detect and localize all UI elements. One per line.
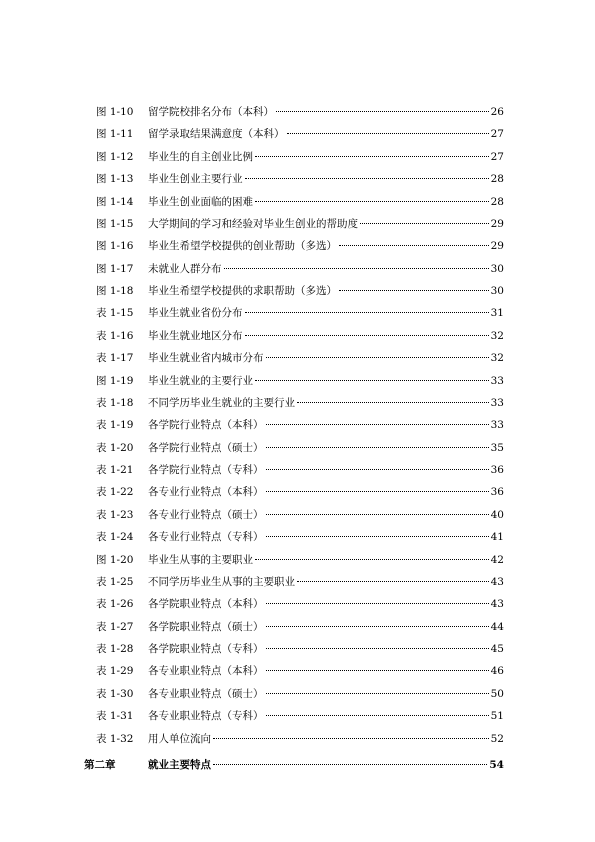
dot-leader (255, 201, 489, 202)
toc-entry[interactable] (0, 258, 595, 280)
toc-entry[interactable] (0, 660, 595, 682)
dot-leader (360, 223, 489, 224)
dot-leader (266, 648, 489, 649)
toc-entry-title: 毕业生从事的主要职业 (148, 553, 253, 566)
toc-entry-label: 表 1-17 (96, 352, 134, 365)
toc-entry-page: 43 (490, 575, 504, 588)
toc-entry-page: 33 (490, 396, 504, 409)
toc-entry[interactable] (0, 705, 595, 727)
toc-entry-title: 毕业生希望学校提供的创业帮助（多选） (148, 240, 337, 253)
toc-entry-page: 28 (490, 173, 504, 186)
dot-leader (213, 764, 487, 765)
toc-entry-page: 36 (490, 486, 504, 499)
toc-entry-page: 45 (490, 643, 504, 655)
toc-entry-title: 用人单位流向 (148, 732, 211, 745)
dot-leader (266, 469, 489, 470)
toc-entry-label: 图 1-19 (96, 374, 134, 387)
toc-entry-page: 33 (490, 374, 504, 387)
toc-entry-page: 27 (490, 150, 504, 163)
toc-entry-label: 表 1-25 (96, 575, 134, 588)
toc-entry-title: 各专业职业特点（专科） (148, 710, 264, 723)
toc-entry-label: 表 1-24 (96, 531, 134, 544)
toc-entry[interactable] (0, 347, 595, 369)
dot-leader (297, 581, 489, 582)
dot-leader (339, 290, 489, 291)
dot-leader (266, 670, 489, 671)
toc-entry-label: 表 1-22 (96, 486, 134, 499)
toc-entry-label: 图 1-14 (96, 195, 134, 208)
dot-leader (266, 536, 489, 537)
toc-entry-label: 表 1-30 (96, 687, 134, 700)
toc-entry[interactable] (0, 571, 595, 593)
toc-entry-title: 各学院职业特点（本科） (148, 598, 264, 611)
dot-leader (245, 335, 489, 336)
toc-entry-page: 46 (490, 665, 504, 678)
dot-leader (213, 738, 489, 739)
toc-entry-title: 各学院职业特点（专科） (148, 643, 264, 655)
toc-entry-page: 32 (490, 352, 504, 365)
toc-entry-label: 图 1-10 (96, 106, 134, 118)
toc-chapter-label: 第二章 (84, 758, 116, 771)
dot-leader (297, 402, 489, 403)
dot-leader (245, 312, 489, 313)
toc-entry[interactable] (0, 593, 595, 615)
toc-entry-title: 不同学历毕业生从事的主要职业 (148, 575, 295, 588)
toc-entry[interactable] (0, 728, 595, 750)
toc-entry-title: 留学院校排名分布（本科） (148, 106, 274, 118)
toc-entry-title: 各学院职业特点（硕士） (148, 620, 264, 633)
toc-entry-label: 表 1-19 (96, 419, 134, 432)
toc-entry-page: 41 (490, 531, 504, 544)
toc-entry-label: 表 1-16 (96, 329, 134, 342)
toc-entry[interactable] (0, 459, 595, 481)
toc-entry[interactable] (0, 370, 595, 392)
toc-chapter-title: 就业主要特点 (148, 758, 211, 771)
toc-entry-title: 各学院行业特点（专科） (148, 464, 264, 476)
toc-entry-page: 26 (490, 106, 504, 118)
toc-entry-title: 各学院行业特点（本科） (148, 419, 264, 432)
toc-entry-title: 毕业生就业地区分布 (148, 329, 243, 342)
dot-leader (266, 491, 489, 492)
toc-entry-page: 51 (490, 710, 504, 723)
toc-entry-title: 毕业生希望学校提供的求职帮助（多选） (148, 285, 337, 297)
toc-entry-label: 图 1-20 (96, 553, 134, 566)
toc-entry-page: 28 (490, 195, 504, 208)
dot-leader (255, 156, 489, 157)
toc-entry[interactable] (0, 235, 595, 257)
toc-entry[interactable] (0, 414, 595, 436)
toc-entry[interactable] (0, 504, 595, 526)
toc-entry-page: 33 (490, 419, 504, 432)
toc-entry-title: 不同学历毕业生就业的主要行业 (148, 396, 295, 409)
toc-entry[interactable] (0, 683, 595, 705)
toc-entry[interactable] (0, 325, 595, 347)
dot-leader (266, 693, 489, 694)
toc-entry-title: 各专业行业特点（专科） (148, 531, 264, 544)
toc-entry-label: 表 1-32 (96, 732, 134, 745)
toc-entry-label: 图 1-12 (96, 150, 134, 163)
toc-entry-page: 52 (490, 732, 504, 745)
toc-entry[interactable] (0, 392, 595, 414)
toc-entry[interactable] (0, 526, 595, 548)
toc-entry-page: 42 (490, 553, 504, 566)
toc-entry-title: 各专业行业特点（本科） (148, 486, 264, 499)
toc-entry-label: 表 1-26 (96, 598, 134, 611)
toc-entry-label: 表 1-15 (96, 307, 134, 320)
toc-entry-page: 29 (490, 217, 504, 230)
dot-leader (245, 178, 489, 179)
toc-entry-page: 27 (490, 128, 504, 141)
toc-entry-label: 图 1-13 (96, 173, 134, 186)
toc-entry[interactable] (0, 168, 595, 190)
table-of-contents (0, 101, 595, 776)
toc-entry-title: 毕业生创业面临的困难 (148, 195, 253, 208)
toc-entry[interactable] (0, 638, 595, 660)
toc-entry-title: 大学期间的学习和经验对毕业生创业的帮助度 (148, 217, 358, 230)
toc-entry-page: 30 (490, 262, 504, 275)
toc-entry-title: 毕业生创业主要行业 (148, 173, 243, 186)
dot-leader (255, 559, 489, 560)
toc-entry-label: 表 1-21 (96, 464, 134, 476)
toc-entry-page: 44 (490, 620, 504, 633)
toc-entry[interactable] (0, 616, 595, 638)
toc-entry-page: 31 (490, 307, 504, 320)
toc-entry-label: 表 1-27 (96, 620, 134, 633)
toc-entry-label: 表 1-20 (96, 441, 134, 454)
toc-entry[interactable] (0, 146, 595, 168)
dot-leader (266, 626, 489, 627)
toc-entry-title: 未就业人群分布 (148, 262, 222, 275)
dot-leader (339, 245, 489, 246)
toc-entry[interactable] (0, 549, 595, 571)
toc-entry-label: 表 1-31 (96, 710, 134, 723)
toc-entry-title: 各专业职业特点（本科） (148, 665, 264, 678)
toc-entry-label: 图 1-17 (96, 262, 134, 275)
toc-entry-title: 留学录取结果满意度（本科） (148, 128, 285, 141)
toc-entry-title: 各学院行业特点（硕士） (148, 441, 264, 454)
toc-entry-page: 29 (490, 240, 504, 253)
toc-chapter-entry[interactable] (0, 754, 595, 776)
toc-entry[interactable] (0, 213, 595, 235)
toc-entry-title: 毕业生就业的主要行业 (148, 374, 253, 387)
toc-entry[interactable] (0, 302, 595, 324)
toc-entry-page: 40 (490, 508, 504, 521)
toc-entry[interactable] (0, 191, 595, 213)
toc-entry-label: 图 1-11 (96, 128, 134, 141)
toc-entry-title: 毕业生的自主创业比例 (148, 150, 253, 163)
toc-chapter-page: 54 (489, 758, 504, 771)
dot-leader (255, 380, 489, 381)
toc-entry-title: 各专业行业特点（硕士） (148, 508, 264, 521)
toc-entry-label: 表 1-29 (96, 665, 134, 678)
toc-entry-label: 表 1-28 (96, 643, 134, 655)
toc-entry[interactable] (0, 101, 595, 123)
toc-entry-page: 50 (490, 687, 504, 700)
toc-entry-page: 32 (490, 329, 504, 342)
toc-entry-title: 各专业职业特点（硕士） (148, 687, 264, 700)
toc-entry-page: 43 (490, 598, 504, 611)
dot-leader (287, 133, 489, 134)
dot-leader (266, 715, 489, 716)
toc-entry-label: 图 1-18 (96, 285, 134, 297)
dot-leader (266, 603, 489, 604)
toc-entry[interactable] (0, 481, 595, 503)
dot-leader (266, 424, 489, 425)
dot-leader (266, 357, 489, 358)
dot-leader (266, 447, 489, 448)
toc-entry-label: 图 1-16 (96, 240, 134, 253)
toc-entry[interactable] (0, 280, 595, 302)
toc-entry-page: 36 (490, 464, 504, 476)
dot-leader (266, 514, 489, 515)
toc-entry-label: 表 1-23 (96, 508, 134, 521)
toc-entry-title: 毕业生就业省内城市分布 (148, 352, 264, 365)
toc-entry-title: 毕业生就业省份分布 (148, 307, 243, 320)
dot-leader (224, 268, 489, 269)
toc-entry-page: 30 (490, 285, 504, 297)
toc-entry-label: 表 1-18 (96, 396, 134, 409)
toc-entry[interactable] (0, 437, 595, 459)
toc-entry-label: 图 1-15 (96, 217, 134, 230)
toc-entry[interactable] (0, 123, 595, 145)
dot-leader (276, 111, 489, 112)
toc-entry-page: 35 (490, 441, 504, 454)
